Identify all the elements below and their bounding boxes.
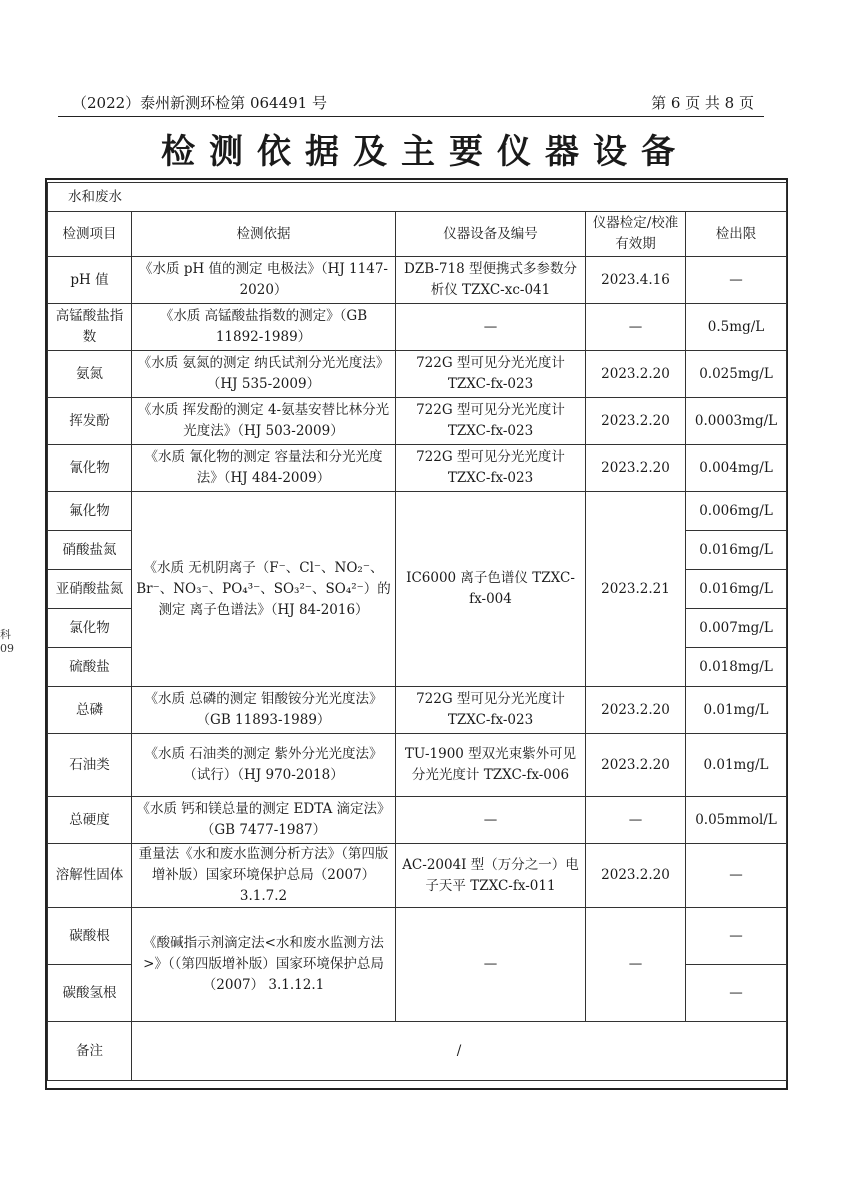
row-item: pH 值 bbox=[48, 257, 132, 304]
table-row bbox=[48, 398, 787, 445]
row-validity: 2023.2.20 bbox=[586, 398, 686, 445]
detection-basis-table bbox=[47, 182, 787, 1081]
row-validity: 2023.2.20 bbox=[586, 445, 686, 492]
row-basis: 重量法《水和废水监测分析方法》（第四版增补版）国家环境保护总局（2007）3.1.7.2 bbox=[132, 844, 396, 908]
row-basis: 《水质 石油类的测定 紫外分光光度法》（试行）（HJ 970-2018） bbox=[132, 734, 396, 797]
col-limit: 检出限 bbox=[686, 212, 787, 257]
row-instrument: DZB-718 型便携式多参数分析仪 TZXC-xc-041 bbox=[396, 257, 586, 304]
table-row bbox=[48, 908, 787, 965]
row-limit: 0.0003mg/L bbox=[686, 398, 787, 445]
table-row bbox=[48, 844, 787, 908]
row-limit: — bbox=[686, 965, 787, 1022]
table-row bbox=[48, 351, 787, 398]
row-instrument: 722G 型可见分光光度计 TZXC-fx-023 bbox=[396, 687, 586, 734]
row-instrument: — bbox=[396, 304, 586, 351]
section-title: 水和废水 bbox=[48, 183, 787, 212]
row-basis: 《水质 钙和镁总量的测定 EDTA 滴定法》（GB 7477-1987） bbox=[132, 797, 396, 844]
row-item: 氟化物 bbox=[48, 492, 132, 531]
row-item: 总硬度 bbox=[48, 797, 132, 844]
row-limit: 0.007mg/L bbox=[686, 609, 787, 648]
remark-label: 备注 bbox=[48, 1022, 132, 1081]
row-item: 氯化物 bbox=[48, 609, 132, 648]
table-row bbox=[48, 687, 787, 734]
row-instrument: 722G 型可见分光光度计 TZXC-fx-023 bbox=[396, 398, 586, 445]
row-validity: 2023.2.20 bbox=[586, 734, 686, 797]
row-item: 氰化物 bbox=[48, 445, 132, 492]
row-basis: 《水质 挥发酚的测定 4-氨基安替比林分光光度法》（HJ 503-2009） bbox=[132, 398, 396, 445]
table-row bbox=[48, 445, 787, 492]
row-item: 碳酸氢根 bbox=[48, 965, 132, 1022]
row-item: 石油类 bbox=[48, 734, 132, 797]
remark-row bbox=[48, 1022, 787, 1081]
row-limit: 0.006mg/L bbox=[686, 492, 787, 531]
page-title: 检测依据及主要仪器设备 bbox=[161, 132, 689, 172]
row-instrument: IC6000 离子色谱仪 TZXC-fx-004 bbox=[396, 492, 586, 687]
row-item: 总磷 bbox=[48, 687, 132, 734]
row-item: 氨氮 bbox=[48, 351, 132, 398]
row-basis: 《水质 氰化物的测定 容量法和分光光度法》（HJ 484-2009） bbox=[132, 445, 396, 492]
row-validity: 2023.2.20 bbox=[586, 351, 686, 398]
row-validity: 2023.2.20 bbox=[586, 687, 686, 734]
row-limit: 0.016mg/L bbox=[686, 570, 787, 609]
col-instrument: 仪器设备及编号 bbox=[396, 212, 586, 257]
table-row bbox=[48, 734, 787, 797]
row-item: 硫酸盐 bbox=[48, 648, 132, 687]
row-limit: — bbox=[686, 257, 787, 304]
side-stamp-text: 科 09 bbox=[0, 628, 14, 655]
row-basis: 《水质 氨氮的测定 纳氏试剂分光光度法》（HJ 535-2009） bbox=[132, 351, 396, 398]
col-validity: 仪器检定/校准有效期 bbox=[586, 212, 686, 257]
col-item: 检测项目 bbox=[48, 212, 132, 257]
row-instrument: AC-2004I 型（万分之一）电子天平 TZXC-fx-011 bbox=[396, 844, 586, 908]
row-limit: 0.01mg/L bbox=[686, 687, 787, 734]
table-row bbox=[48, 492, 787, 531]
row-limit: — bbox=[686, 908, 787, 965]
header-rule bbox=[58, 116, 764, 117]
row-limit: 0.004mg/L bbox=[686, 445, 787, 492]
table-row bbox=[48, 797, 787, 844]
row-instrument: 722G 型可见分光光度计 TZXC-fx-023 bbox=[396, 351, 586, 398]
row-limit: 0.018mg/L bbox=[686, 648, 787, 687]
row-item: 硝酸盐氮 bbox=[48, 531, 132, 570]
col-basis: 检测依据 bbox=[132, 212, 396, 257]
table-row bbox=[48, 257, 787, 304]
row-basis: 《水质 pH 值的测定 电极法》（HJ 1147-2020） bbox=[132, 257, 396, 304]
report-number: （2022）泰州新测环检第 064491 号 bbox=[72, 94, 327, 112]
page-info: 第 6 页 共 8 页 bbox=[651, 94, 754, 112]
row-basis: 《水质 高锰酸盐指数的测定》（GB 11892-1989） bbox=[132, 304, 396, 351]
row-validity: 2023.2.21 bbox=[586, 492, 686, 687]
row-validity: — bbox=[586, 908, 686, 1022]
row-item: 高锰酸盐指数 bbox=[48, 304, 132, 351]
row-item: 碳酸根 bbox=[48, 908, 132, 965]
row-limit: 0.5mg/L bbox=[686, 304, 787, 351]
row-limit: 0.016mg/L bbox=[686, 531, 787, 570]
row-instrument: TU-1900 型双光束紫外可见分光光度计 TZXC-fx-006 bbox=[396, 734, 586, 797]
row-limit: 0.05mmol/L bbox=[686, 797, 787, 844]
row-limit: — bbox=[686, 844, 787, 908]
row-item: 溶解性固体 bbox=[48, 844, 132, 908]
row-instrument: — bbox=[396, 797, 586, 844]
table-header-row bbox=[48, 212, 787, 257]
row-item: 亚硝酸盐氮 bbox=[48, 570, 132, 609]
row-instrument: — bbox=[396, 908, 586, 1022]
report-header bbox=[58, 90, 764, 114]
row-validity: 2023.4.16 bbox=[586, 257, 686, 304]
side-stamp bbox=[0, 618, 14, 788]
row-validity: — bbox=[586, 304, 686, 351]
row-instrument: 722G 型可见分光光度计 TZXC-fx-023 bbox=[396, 445, 586, 492]
row-limit: 0.025mg/L bbox=[686, 351, 787, 398]
row-basis: 《水质 总磷的测定 钼酸铵分光光度法》（GB 11893-1989） bbox=[132, 687, 396, 734]
row-item: 挥发酚 bbox=[48, 398, 132, 445]
table-row bbox=[48, 304, 787, 351]
row-validity: 2023.2.20 bbox=[586, 844, 686, 908]
remark-value: / bbox=[132, 1022, 787, 1081]
row-basis: 《酸碱指示剂滴定法<水和废水监测方法>》（（第四版增补版）国家环境保护总局（2007） 3.1.12.1 bbox=[132, 908, 396, 1022]
row-limit: 0.01mg/L bbox=[686, 734, 787, 797]
row-validity: — bbox=[586, 797, 686, 844]
row-basis: 《水质 无机阴离子（F⁻、Cl⁻、NO₂⁻、Br⁻、NO₃⁻、PO₄³⁻、SO₃²⁻、SO₄²⁻）的测定 离子色谱法》（HJ 84-2016） bbox=[132, 492, 396, 687]
